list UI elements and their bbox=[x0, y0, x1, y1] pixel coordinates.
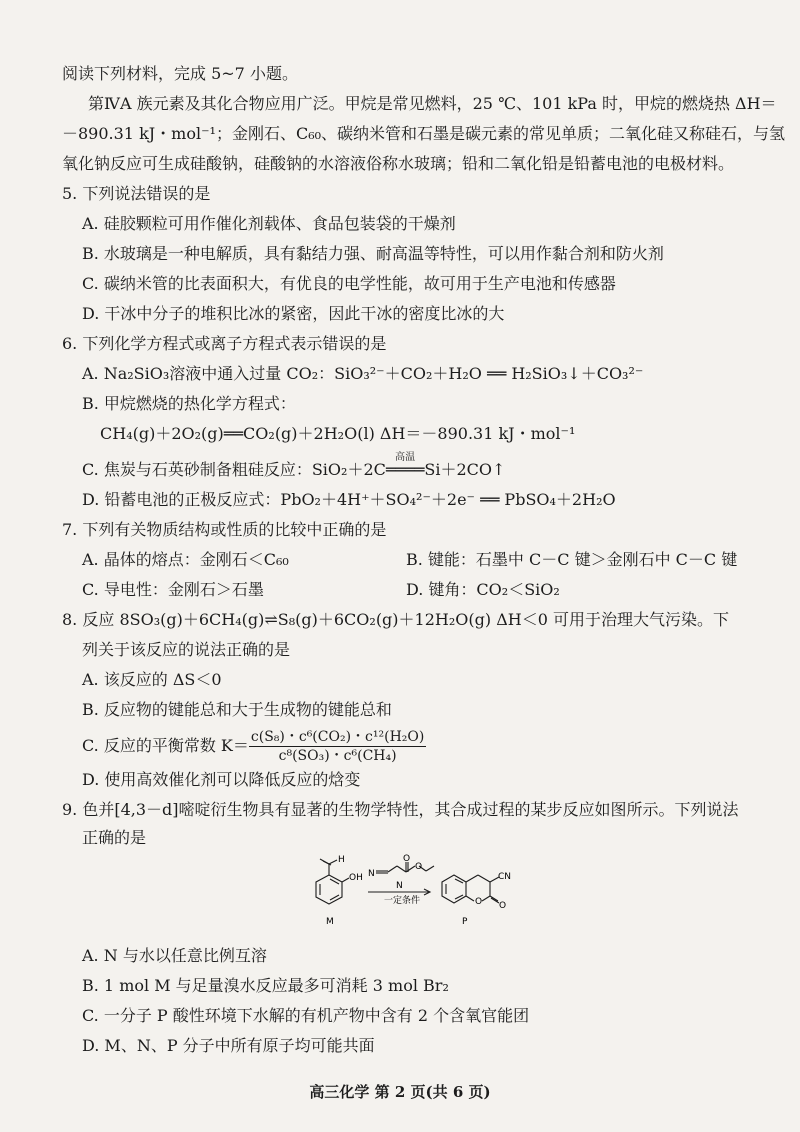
p-carbonyl-o-label: O bbox=[499, 901, 507, 911]
reaction-scheme bbox=[296, 852, 536, 932]
q9-option-b: B. 1 mol M 与足量溴水反应最多可消耗 3 mol Br₂ bbox=[82, 976, 449, 995]
fraction-numerator: c(S₈)・c⁶(CO₂)・c¹²(H₂O) bbox=[250, 729, 425, 745]
q6-option-b-intro: B. 甲烷燃烧的热化学方程式： bbox=[82, 394, 296, 413]
q8-option-c-prefix: C. 反应的平衡常数 K＝ bbox=[82, 736, 249, 755]
q6-option-d: D. 铅蓄电池的正极反应式：PbO₂＋4H⁺＋SO₄²⁻＋2e⁻ ══ PbSO₄＋2H₂O bbox=[82, 490, 616, 509]
intro-paragraph-line2: －890.31 kJ・mol⁻¹；金刚石、C₆₀、碳纳米管和石墨是碳元素的常见单质；二氧化硅又称硅石，与氢 bbox=[62, 124, 786, 143]
page-footer: 高三化学 第 2 页(共 6 页) bbox=[309, 1083, 491, 1101]
intro-lead: 阅读下列材料，完成 5~7 小题。 bbox=[62, 64, 298, 83]
q7-option-b: B. 键能：石墨中 C－C 键＞金刚石中 C－C 键 bbox=[406, 550, 738, 569]
q7-option-c: C. 导电性：金刚石＞石墨 bbox=[82, 580, 264, 599]
q6-option-c bbox=[82, 452, 506, 480]
n-carbonyl-o-label: O bbox=[403, 854, 411, 864]
q5-stem: 5. 下列说法错误的是 bbox=[62, 184, 211, 203]
q9-option-c: C. 一分子 P 酸性环境下水解的有机产物中含有 2 个含氧官能团 bbox=[82, 1006, 530, 1025]
q5-option-d: D. 干冰中分子的堆积比冰的紧密，因此干冰的密度比冰的大 bbox=[82, 304, 505, 323]
q8-stem-line2: 列关于该反应的说法正确的是 bbox=[82, 640, 291, 659]
p-cyano-label: CN bbox=[498, 872, 512, 882]
q8-stem-line1: 8. 反应 8SO₃(g)＋6CH₄(g)⇌S₈(g)＋6CO₂(g)＋12H₂O(g) ΔH＜0 可用于治理大气污染。下 bbox=[62, 610, 729, 629]
q7-option-a: A. 晶体的熔点：金刚石＜C₆₀ bbox=[82, 550, 289, 569]
q7-option-d: D. 键角：CO₂＜SiO₂ bbox=[406, 580, 560, 599]
q9-option-a: A. N 与水以任意比例互溶 bbox=[82, 946, 267, 965]
q7-stem: 7. 下列有关物质结构或性质的比较中正确的是 bbox=[62, 520, 387, 539]
q6-stem: 6. 下列化学方程式或离子方程式表示错误的是 bbox=[62, 334, 387, 353]
q5-option-b: B. 水玻璃是一种电解质，具有黏结力强、耐高温等特性，可以用作黏合剂和防火剂 bbox=[82, 244, 664, 263]
n-ester-o-label: O bbox=[415, 862, 423, 872]
q8-option-a: A. 该反应的 ΔS＜0 bbox=[82, 670, 222, 689]
q9-option-d: D. M、N、P 分子中所有原子均可能共面 bbox=[82, 1036, 375, 1055]
compound-p-label: P bbox=[462, 917, 468, 927]
q6-option-c-left: C. 焦炭与石英砂制备粗硅反应：SiO₂＋2C bbox=[82, 460, 386, 479]
q9-stem-line1: 9. 色并[4,3－d]嘧啶衍生物具有显著的生物学特性，其合成过程的某步反应如图所示。下列说法 bbox=[62, 800, 739, 819]
q6-condition-label: 高温 bbox=[395, 452, 416, 463]
q6-option-b-equation: CH₄(g)＋2O₂(g)══CO₂(g)＋2H₂O(l) ΔH＝－890.31 kJ・mol⁻¹ bbox=[100, 424, 576, 443]
reaction-scheme-drawing bbox=[296, 852, 536, 932]
q6-option-a: A. Na₂SiO₃溶液中通入过量 CO₂：SiO₃²⁻＋CO₂＋H₂O ══ H₂SiO₃↓＋CO₃²⁻ bbox=[82, 364, 644, 383]
compound-m-label: M bbox=[326, 917, 334, 927]
n-nitrogen-label: N bbox=[368, 869, 375, 879]
q5-option-c: C. 碳纳米管的比表面积大，有优良的电学性能，故可用于生产电池和传感器 bbox=[82, 274, 616, 293]
q9-stem-line2: 正确的是 bbox=[82, 828, 147, 847]
q5-option-a: A. 硅胶颗粒可用作催化剂载体、食品包装袋的干燥剂 bbox=[82, 214, 456, 233]
q8-option-b: B. 反应物的键能总和大于生成物的键能总和 bbox=[82, 700, 392, 719]
q6-option-c-right: Si＋2CO↑ bbox=[424, 460, 506, 479]
fraction-denominator: c⁸(SO₃)・c⁶(CH₄) bbox=[278, 748, 397, 764]
p-ring-o-label: O bbox=[475, 897, 483, 907]
q8-option-d: D. 使用高效催化剂可以降低反应的焓变 bbox=[82, 770, 361, 789]
q8-option-c bbox=[82, 726, 426, 766]
reaction-condition-label: 一定条件 bbox=[384, 896, 421, 906]
reagent-n-label: N bbox=[396, 881, 403, 891]
m-hydroxyl-label: OH bbox=[349, 873, 363, 883]
intro-paragraph-line3: 氧化钠反应可生成硅酸钠，硅酸钠的水溶液俗称水玻璃；铅和二氧化铅是铅蓄电池的电极材料。 bbox=[62, 154, 735, 173]
equilibrium-constant-fraction bbox=[249, 728, 426, 765]
m-aldehyde-h-label: H bbox=[338, 855, 345, 865]
intro-paragraph-line1: 第ⅣA 族元素及其化合物应用广泛。甲烷是常见燃料，25 ℃、101 kPa 时，甲烷的燃烧热 ΔH＝ bbox=[88, 94, 777, 113]
q6-condition-arrow: 高温 ════ bbox=[386, 460, 425, 480]
